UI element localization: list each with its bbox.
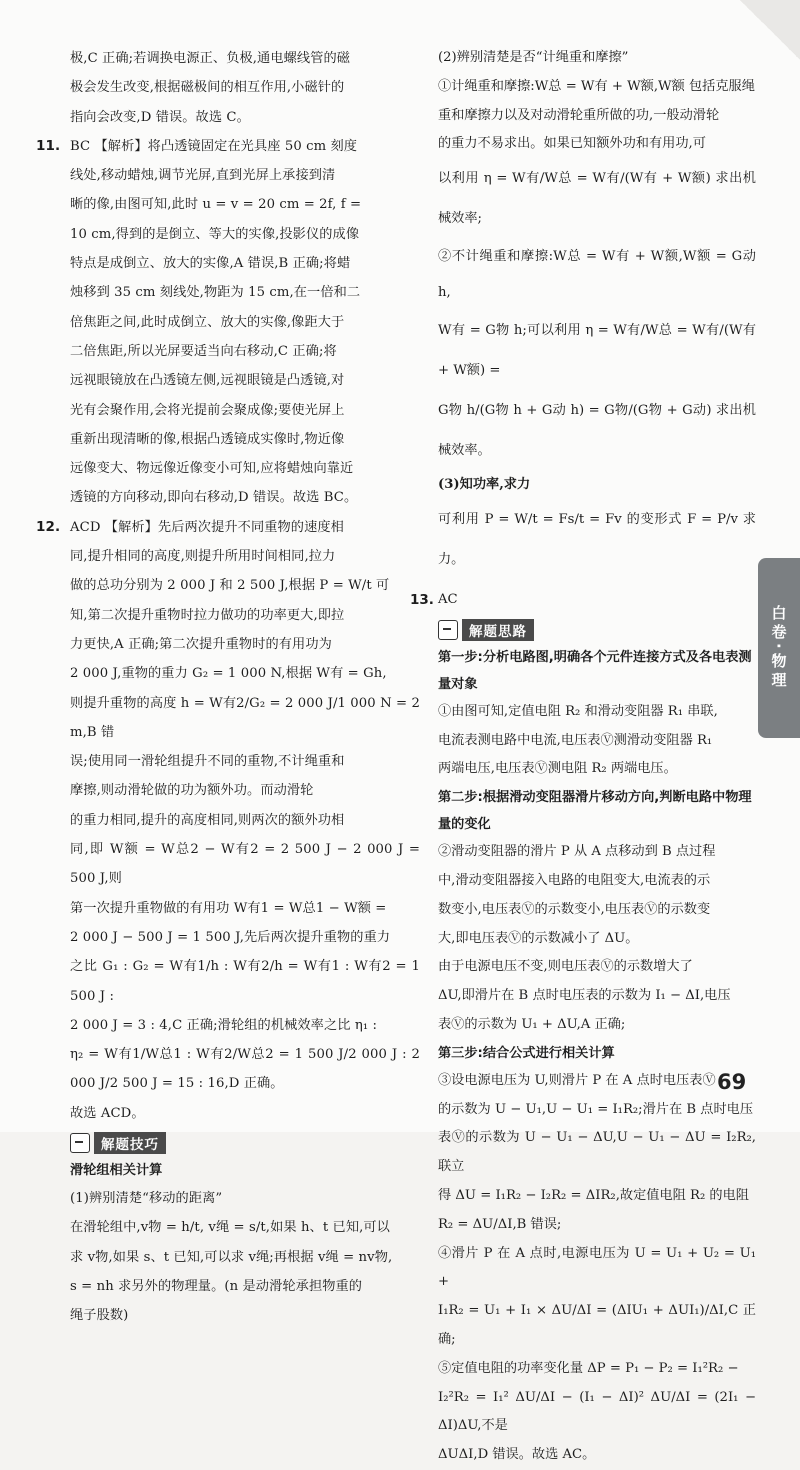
text-line: 力更快,A 正确;第二次提升重物时的有用功为 — [70, 636, 332, 652]
text-line: 数变小,电压表Ⓥ的示数变小,电压表Ⓥ的示数变 — [438, 901, 711, 917]
thinking-header — [438, 619, 534, 641]
tips-body — [70, 1213, 420, 1330]
text-line: ①计绳重和摩擦:W总 = W有 + W额,W额 包括克服绳 — [438, 78, 755, 94]
text-line: 求 v物,如果 s、t 已知,可以求 v绳;再根据 v绳 = nv物, — [70, 1249, 393, 1265]
tips-label: 解题技巧 — [94, 1132, 166, 1154]
answer-value: AC — [438, 591, 458, 607]
text-line: 做的总功分别为 2 000 J 和 2 500 J,根据 P = W/t 可 — [70, 578, 390, 594]
sub3-body: 可利用 P = W/t = Fs/t = Fv 的变形式 F = P/v 求力。 — [438, 511, 756, 567]
text-line: 在滑轮组中,v物 = h/t, v绳 = s/t,如果 h、t 已知,可以 — [70, 1220, 390, 1236]
question-number: 11. — [36, 137, 61, 154]
page-number: 69 — [717, 1070, 747, 1094]
text-line: 之比 G₁ : G₂ = W有1/h : W有2/h = W有1 : W有2 = 1 500 J : — [70, 959, 420, 1004]
text-line: s = nh 求另外的物理量。(n 是动滑轮承担物重的 — [70, 1278, 363, 1294]
text-line: 电流表测电路中电流,电压表Ⓥ测滑动变阻器 R₁ — [438, 732, 713, 748]
text-line: ACD 【解析】先后两次提升不同重物的速度相 — [70, 519, 344, 535]
text-line: ②不计绳重和摩擦:W总 = W有 + W额,W额 = G动 h, — [438, 249, 756, 301]
text-line: 表Ⓥ的示数为 U − U₁ − ΔU,U − U₁ − ΔU = I₂R₂,联立 — [438, 1130, 756, 1175]
text-line: 表Ⓥ的示数为 U₁ + ΔU,A 正确; — [438, 1016, 626, 1032]
thinking-label: 解题思路 — [462, 619, 534, 641]
text-line: 重和摩擦力以及对动滑轮重所做的功,一般动滑轮 — [438, 107, 720, 123]
sub2-title: (2)辨别清楚是否“计绳重和摩擦” — [438, 50, 629, 65]
tips-header — [70, 1132, 166, 1154]
text-line: 光有会聚作用,会将光提前会聚成像;要使光屏上 — [70, 402, 345, 418]
text-line: 的重力相同,提升的高度相同,则两次的额外功相 — [70, 812, 345, 828]
text-line: 同,即 W额 = W总2 − W有2 = 2 500 J − 2 000 J = 500 J,则 — [70, 842, 420, 887]
text-line: 中,滑动变阻器接入电路的电阻变大,电流表的示 — [438, 872, 711, 888]
text-line: 2 000 J = 3 : 4,C 正确;滑轮组的机械效率之比 η₁ : — [70, 1017, 378, 1033]
step1-body — [438, 698, 756, 784]
sub2-body — [438, 73, 756, 471]
notepad-icon — [438, 620, 458, 640]
left-column — [36, 44, 420, 1330]
text-line: ΔUΔI,D 错误。故选 AC。 — [438, 1447, 596, 1463]
step2-title: 第二步:根据滑动变阻器滑片移动方向,判断电路中物理量的变化 — [438, 790, 752, 833]
text-line: 知,第二次提升重物时拉力做功的功率更大,即拉 — [70, 607, 345, 623]
text-line: 重新出现清晰的像,根据凸透镜成实像时,物近像 — [70, 431, 345, 447]
text-line: 绳子股数) — [70, 1308, 129, 1324]
text-line: ΔU,即滑片在 B 点时电压表的示数为 I₁ − ΔI,电压 — [438, 988, 731, 1004]
text-line: ①由图可知,定值电阻 R₂ 和滑动变阻器 R₁ 串联, — [438, 703, 718, 719]
step2-body — [438, 838, 756, 1040]
text-line: 摩擦,则动滑轮做的功为额外功。而动滑轮 — [70, 783, 314, 799]
text-line: I₂²R₂ = I₁² ΔU/ΔI − (I₁ − ΔI)² ΔU/ΔI = (2I₁ − ΔI)ΔU,不是 — [438, 1389, 756, 1434]
text-line: η₂ = W有1/W总1 : W有2/W总2 = 1 500 J/2 000 J : 2 000 J/2 500 J = 15 : 16,D 正确。 — [70, 1047, 420, 1092]
text-line: 两端电压,电压表Ⓥ测电阻 R₂ 两端电压。 — [438, 761, 677, 777]
text-line: BC 【解析】将凸透镜固定在光具座 50 cm 刻度 — [70, 138, 358, 154]
text-line: 故选 ACD。 — [70, 1105, 145, 1121]
text-line: ⑤定值电阻的功率变化量 ΔP = P₁ − P₂ = I₁²R₂ − — [438, 1360, 739, 1376]
text-line: 10 cm,得到的是倒立、等大的实像,投影仪的成像 — [70, 226, 360, 242]
text-line: 远像变大、物远像近像变小可知,应将蜡烛向靠近 — [70, 461, 354, 477]
text-line: 极会发生改变,根据磁极间的相互作用,小磁针的 — [70, 80, 345, 96]
text-line: R₂ = ΔU/ΔI,B 错误; — [438, 1216, 562, 1232]
text-line: ④滑片 P 在 A 点时,电源电压为 U = U₁ + U₂ = U₁ + — [438, 1245, 756, 1290]
tips-sub1: (1)辨别清楚“移动的距离” — [70, 1190, 223, 1206]
question-number: 13. — [410, 591, 434, 608]
text-line: I₁R₂ = U₁ + I₁ × ΔU/ΔI = (ΔIU₁ + ΔUI₁)/ΔI,C 正确; — [438, 1303, 756, 1347]
text-line: 2 000 J,重物的重力 G₂ = 1 000 N,根据 W有 = Gh, — [70, 666, 387, 682]
text-line: 以利用 η = W有/W总 = W有/(W有 + W额) 求出机械效率; — [438, 171, 756, 227]
text-line: 二倍焦距,所以光屏要适当向右移动,C 正确;将 — [70, 343, 337, 359]
answer-11 — [36, 132, 420, 513]
text-line: ②滑动变阻器的滑片 P 从 A 点移动到 B 点过程 — [438, 844, 716, 860]
subject-side-tab: 白卷·物理 — [758, 558, 800, 738]
text-line: 的示数为 U − U₁,U − U₁ = I₁R₂;滑片在 B 点时电压 — [438, 1101, 754, 1117]
text-line: 远视眼镜放在凸透镜左侧,远视眼镜是凸透镜,对 — [70, 373, 345, 389]
answer-12 — [36, 513, 420, 1128]
text-line: 烛移到 35 cm 刻线处,物距为 15 cm,在一倍和二 — [70, 285, 361, 301]
step1-title: 第一步:分析电路图,明确各个元件连接方式及各电表测量对象 — [438, 649, 752, 692]
text-line: 同,提升相同的高度,则提升所用时间相同,拉力 — [70, 549, 336, 565]
step3-title: 第三步:结合公式进行相关计算 — [438, 1045, 615, 1061]
tips-title: 滑轮组相关计算 — [70, 1162, 163, 1178]
text-line: 指向会改变,D 错误。故选 C。 — [70, 109, 250, 125]
text-line: 的重力不易求出。如果已知额外功和有用功,可 — [438, 136, 706, 152]
text-line: 得 ΔU = I₁R₂ − I₂R₂ = ΔIR₂,故定值电阻 R₂ 的电阻 — [438, 1187, 749, 1203]
text-line: 极,C 正确;若调换电源正、负极,通电螺线管的磁 — [70, 51, 351, 66]
text-line: 晰的像,由图可知,此时 u = v = 20 cm = 2f, f = — [70, 197, 362, 213]
text-line: W有 = G物 h;可以利用 η = W有/W总 = W有/(W有 + W额) = — [438, 323, 756, 379]
text-line: 误;使用同一滑轮组提升不同的重物,不计绳重和 — [70, 754, 345, 770]
key-icon — [70, 1133, 90, 1153]
text-line: 由于电源电压不变,则电压表Ⓥ的示数增大了 — [438, 959, 693, 975]
text-line: 2 000 J − 500 J = 1 500 J,先后两次提升重物的重力 — [70, 929, 391, 945]
text-line: 则提升重物的高度 h = W有2/G₂ = 2 000 J/1 000 N = 2 m,B 错 — [70, 695, 420, 740]
question-number: 12. — [36, 518, 61, 535]
text-line: 线处,移动蜡烛,调节光屏,直到光屏上承接到清 — [70, 168, 336, 184]
intro-text — [70, 44, 420, 132]
text-line: G物 h/(G物 h + G动 h) = G物/(G物 + G动) 求出机械效率。 — [438, 403, 756, 459]
step3-body — [438, 1067, 756, 1470]
right-column — [410, 44, 756, 1470]
answer-13 — [410, 586, 756, 615]
text-line: 第一次提升重物做的有用功 W有1 = W总1 − W额 = — [70, 900, 387, 916]
text-line: 透镜的方向移动,即向右移动,D 错误。故选 BC。 — [70, 490, 358, 506]
text-line: 特点是成倒立、放大的实像,A 错误,B 正确;将蜡 — [70, 256, 351, 272]
text-line: 大,即电压表Ⓥ的示数减小了 ΔU。 — [438, 930, 639, 946]
text-line: 倍焦距之间,此时成倒立、放大的实像,像距大于 — [70, 314, 345, 330]
text-line: ③设电源电压为 U,则滑片 P 在 A 点时电压表Ⓥ — [438, 1072, 716, 1088]
sub3-title: (3)知功率,求力 — [438, 477, 531, 493]
